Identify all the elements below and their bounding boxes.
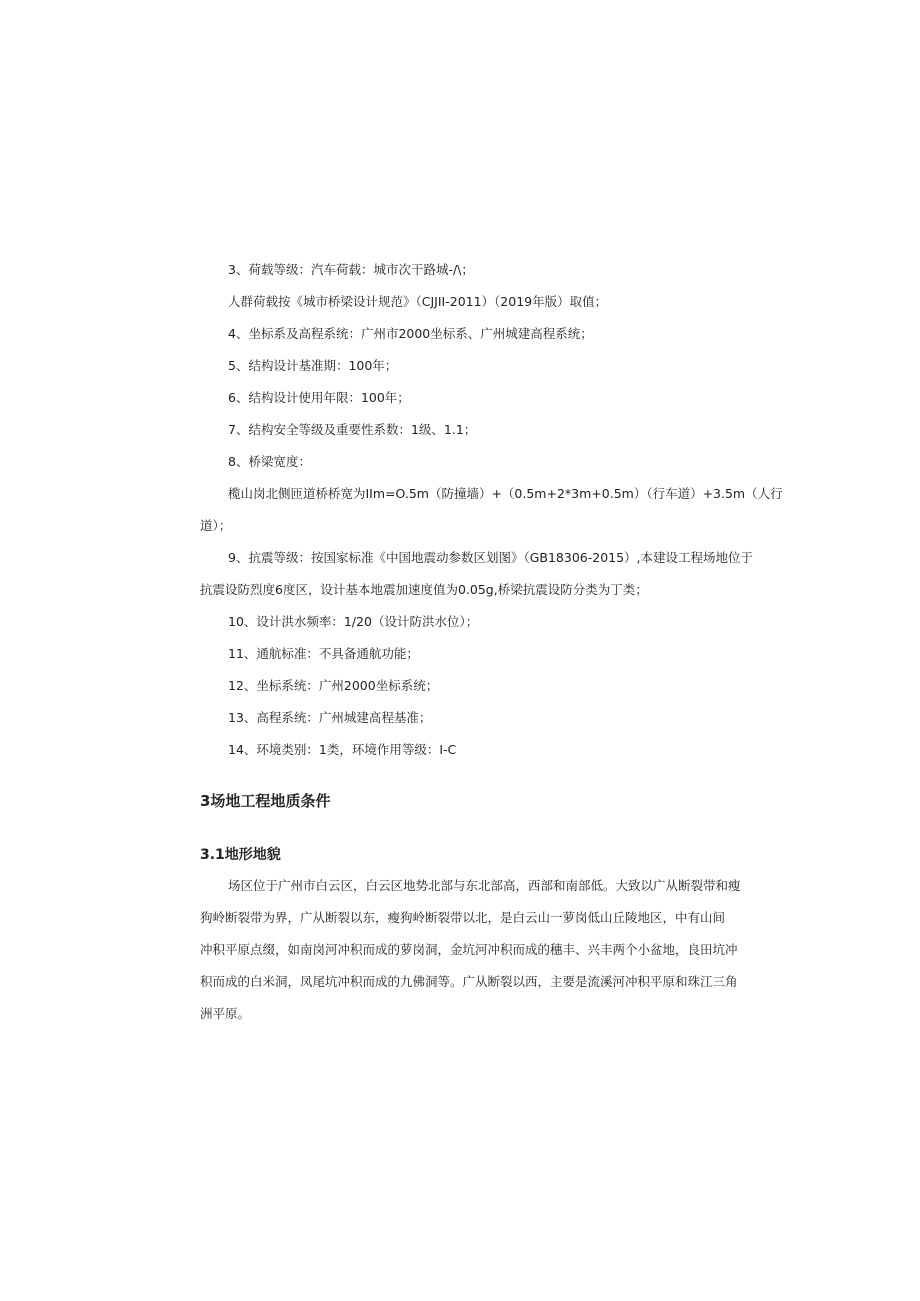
spec-item-design-service-life: 6、结构设计使用年限：100年； (228, 390, 410, 405)
spec-item-seismic-grade: 9、抗震等级：按国家标准《中国地震动参数区划图》（GB18306-2015）,本建设工程场地位于 (228, 550, 754, 565)
spec-item-bridge-width-detail: 榄山岗北侧匝道桥桥宽为IIm=O.5m（防撞墙）+（0.5m+2*3m+0.5m）（行车道）+3.5m（人行 (228, 486, 783, 501)
spec-item-bridge-width-detail-cont: 道）； (200, 518, 232, 533)
spec-item-coordinate-elevation: 4、坐标系及高程系统：广州市2000坐标系、广州城建高程系统； (228, 326, 593, 341)
spec-item-load-grade: 3、荷载等级：汽车荷载：城市次干路城-/\； (228, 262, 474, 277)
spec-item-bridge-width: 8、桥梁宽度： (228, 454, 311, 469)
spec-item-seismic-grade-cont: 抗震设防烈度6度区，设计基本地震加速度值为0.05g,桥梁抗震设防分类为丁类； (200, 582, 648, 597)
section-title: 3场地工程地质条件 (200, 792, 331, 810)
spec-item-crowd-load: 人群荷载按《城市桥梁设计规范》（CJJII-2011）（2019年版）取值； (228, 294, 608, 309)
paragraph-line: 积而成的白米洞，凤尾坑冲积而成的九佛洞等。广从断裂以西，主要是流溪河冲积平原和珠江三角 (200, 974, 738, 989)
paragraph-line: 狗岭断裂带为界，广从断裂以东，瘦狗岭断裂带以北，是白云山一萝岗低山丘陵地区，中有山间 (200, 910, 726, 925)
spec-item-navigation-standard: 11、通航标准：不具备通航功能； (228, 646, 419, 661)
spec-item-environment-category: 14、环境类别：1类，环境作用等级：I-C (228, 742, 457, 757)
paragraph-line: 场区位于广州市白云区，白云区地势北部与东北部高，西部和南部低。大致以广从断裂带和瘦 (228, 878, 741, 893)
spec-item-elevation-system: 13、高程系统：广州城建高程基准； (228, 710, 432, 725)
spec-item-design-reference-period: 5、结构设计基准期：100年； (228, 358, 398, 373)
paragraph-line: 冲积平原点缀，如南岗河冲积而成的萝岗洞，金坑河冲积而成的穗丰、兴丰两个小盆地，良田坑冲 (200, 942, 738, 957)
spec-item-safety-grade: 7、结构安全等级及重要性系数：1级、1.1； (228, 422, 477, 437)
subsection-title: 3.1地形地貌 (200, 847, 281, 863)
paragraph-line: 洲平原。 (200, 1006, 251, 1021)
spec-item-flood-frequency: 10、设计洪水频率：1/20（设计防洪水位）； (228, 614, 479, 629)
spec-item-coordinate-system: 12、坐标系统：广州2000坐标系统； (228, 678, 439, 693)
